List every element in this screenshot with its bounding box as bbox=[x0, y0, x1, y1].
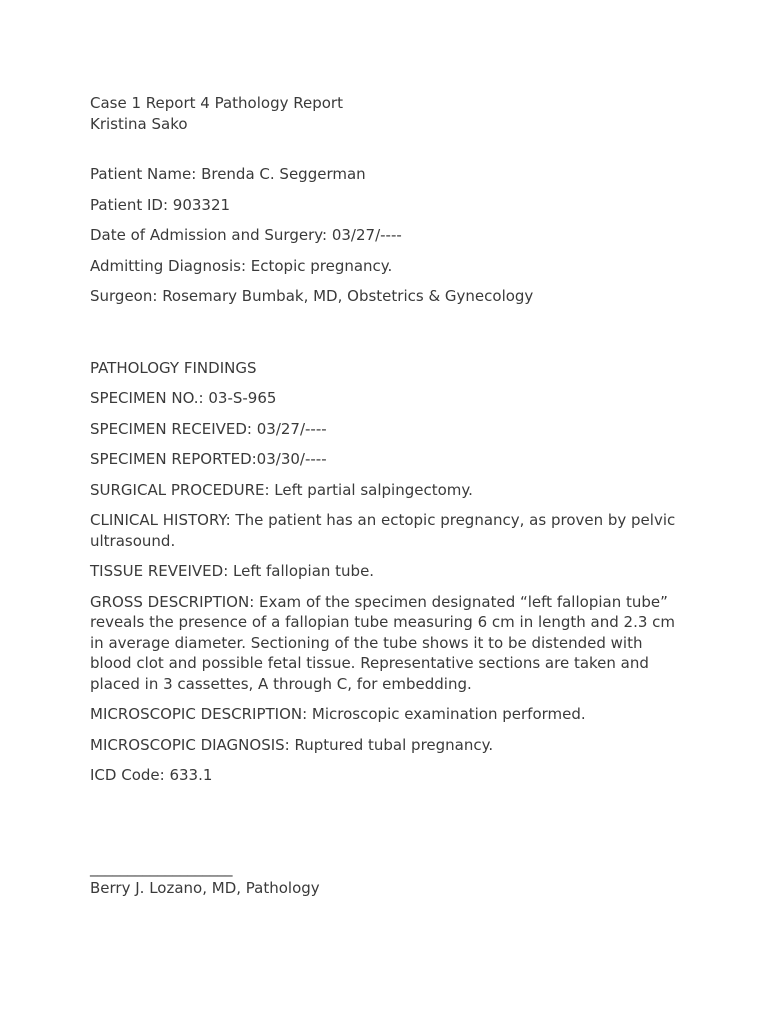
specimen-reported: SPECIMEN REPORTED:03/30/---- bbox=[90, 450, 327, 468]
clinical-history: CLINICAL HISTORY: The patient has an ectopic pregnancy, as proven by pelvic ultrasound. bbox=[90, 511, 676, 550]
gross-description: GROSS DESCRIPTION: Exam of the specimen designated “left fallopian tube” reveals the presence of a fallopian tube measuring 6 cm in length and 2.3 cm in average diameter. Sectioning of the tube shows it to be distended with blood clot and possible fetal tissue. Representative sections are taken and placed in 3 cassettes, A through C, for embedding. bbox=[90, 592, 676, 693]
tissue-received: TISSUE REVEIVED: Left fallopian tube. bbox=[90, 562, 375, 580]
signature-line: ___________________ bbox=[90, 858, 233, 877]
specimen-received: SPECIMEN RECEIVED: 03/27/---- bbox=[90, 419, 327, 438]
report-title: Case 1 Report 4 Pathology Report bbox=[90, 94, 343, 112]
microscopic-description: MICROSCOPIC DESCRIPTION: Microscopic examination performed. bbox=[90, 705, 586, 723]
signature-block bbox=[90, 858, 680, 899]
report-header bbox=[90, 93, 680, 134]
icd-code: ICD Code: 633.1 bbox=[90, 766, 213, 784]
surgeon: Surgeon: Rosemary Bumbak, MD, Obstetrics & Gynecology bbox=[90, 287, 534, 305]
admission-date: Date of Admission and Surgery: 03/27/---- bbox=[90, 226, 402, 244]
pathology-heading: PATHOLOGY FINDINGS bbox=[90, 358, 257, 377]
pathology-findings bbox=[90, 358, 680, 786]
admitting-diagnosis: Admitting Diagnosis: Ectopic pregnancy. bbox=[90, 256, 393, 275]
signature-name: Berry J. Lozano, MD, Pathology bbox=[90, 879, 320, 897]
report-author: Kristina Sako bbox=[90, 114, 188, 133]
patient-id: Patient ID: 903321 bbox=[90, 195, 231, 214]
report-body bbox=[90, 93, 680, 899]
surgical-procedure: SURGICAL PROCEDURE: Left partial salpingectomy. bbox=[90, 480, 473, 499]
specimen-number: SPECIMEN NO.: 03-S-965 bbox=[90, 389, 277, 407]
microscopic-diagnosis: MICROSCOPIC DIAGNOSIS: Ruptured tubal pregnancy. bbox=[90, 735, 494, 754]
patient-info bbox=[90, 164, 680, 307]
patient-name: Patient Name: Brenda C. Seggerman bbox=[90, 165, 366, 183]
